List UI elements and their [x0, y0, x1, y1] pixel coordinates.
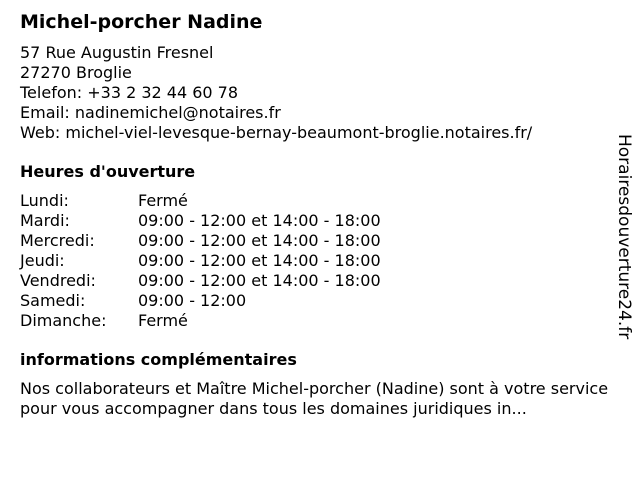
business-card [20, 9, 620, 419]
day-label: Vendredi: [20, 271, 96, 290]
day-label: Samedi: [20, 291, 86, 310]
hours-heading: Heures d'ouverture [20, 162, 196, 181]
day-label: Mercredi: [20, 231, 95, 250]
address-city: 27270 Broglie [20, 63, 132, 82]
site-watermark: Horairesdouverture24.fr [614, 134, 634, 340]
info-heading: informations complémentaires [20, 350, 297, 369]
hours-row-lundi [20, 191, 620, 211]
contact-block [20, 43, 620, 143]
day-label: Mardi: [20, 211, 70, 230]
day-label: Jeudi: [20, 251, 65, 270]
hours-row-jeudi [20, 251, 620, 271]
business-name: Michel-porcher Nadine [20, 11, 263, 33]
day-hours: 09:00 - 12:00 et 14:00 - 18:00 [138, 231, 381, 250]
info-description: Nos collaborateurs et Maître Michel-porcher (Nadine) sont à votre service pour vous accompagner dans tous les domaines juridiques in... [20, 379, 609, 418]
web-line: Web: michel-viel-levesque-bernay-beaumont-broglie.notaires.fr/ [20, 123, 533, 142]
day-label: Dimanche: [20, 311, 107, 330]
hours-row-dimanche [20, 311, 620, 331]
hours-row-samedi [20, 291, 620, 311]
day-hours: Fermé [138, 191, 188, 210]
hours-row-mercredi [20, 231, 620, 251]
day-hours: 09:00 - 12:00 et 14:00 - 18:00 [138, 251, 381, 270]
hours-row-mardi [20, 211, 620, 231]
hours-row-vendredi [20, 271, 620, 291]
day-label: Lundi: [20, 191, 69, 210]
day-hours: Fermé [138, 311, 188, 330]
day-hours: 09:00 - 12:00 [138, 291, 247, 310]
address-street: 57 Rue Augustin Fresnel [20, 43, 214, 62]
day-hours: 09:00 - 12:00 et 14:00 - 18:00 [138, 271, 381, 290]
email-line: Email: nadinemichel@notaires.fr [20, 103, 281, 122]
phone-line: Telefon: +33 2 32 44 60 78 [20, 83, 239, 102]
hours-table [20, 191, 620, 331]
day-hours: 09:00 - 12:00 et 14:00 - 18:00 [138, 211, 381, 230]
